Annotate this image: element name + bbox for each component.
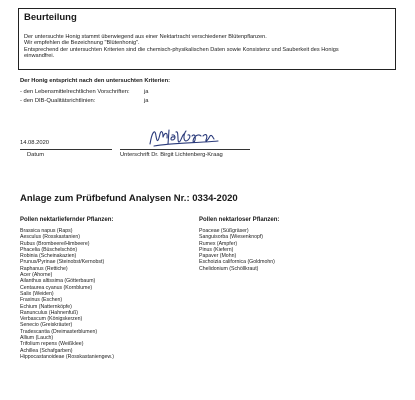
list-item: Sanguisorba (Wiesenknopf) <box>199 234 264 241</box>
list-item: Fraxinus (Eschen) <box>20 297 63 304</box>
criteria-value: ja <box>144 98 149 104</box>
criteria-value: ja <box>144 89 149 95</box>
criteria-label: - den DIB-Qualitätsrichtlinien: <box>20 98 96 104</box>
list-item: Pinus (Kiefern) <box>199 246 234 253</box>
assessment-box <box>18 8 396 70</box>
assessment-line: Der untersuchte Honig stammt überwiegend aus einer Nektartracht verschiedener Blütenpflanzen. <box>24 34 267 40</box>
date-line <box>20 149 112 150</box>
signature-date: 14.08.2020 <box>20 140 50 146</box>
criteria-label: - den Lebensmittelrechtlichen Vorschriften: <box>20 89 130 95</box>
list-item: Phacelia (Büschelschön) <box>20 246 78 253</box>
nectarless-plant-list <box>199 228 275 272</box>
list-item: Hippocastanoideae (Rosskastaniengew.) <box>20 353 115 360</box>
assessment-title: Beurteilung <box>24 12 77 23</box>
list-item: Raphanus (Rettiche) <box>20 265 68 272</box>
criteria-heading: Der Honig entspricht nach den untersuchten Kriterien: <box>20 78 171 84</box>
handwritten-signature <box>146 122 222 152</box>
list-item: Allium (Lauch) <box>20 335 54 342</box>
list-item: Rubus (Brombeere/Himbeere) <box>20 240 90 247</box>
list-item: Verbascum (Königskerzen) <box>20 316 83 323</box>
signer-label: Unterschrift Dr. Birgit Lichtenberg-Kraag <box>120 152 223 158</box>
list-item: Ranunculus (Hahnenfuß) <box>20 309 78 316</box>
list-item: Trifolium repens (Weißklee) <box>20 341 84 348</box>
list-item: Achillea (Schafgarben) <box>20 347 73 354</box>
nectarless-pollen-heading: Pollen nektarloser Pflanzen: <box>199 217 280 223</box>
list-item: Prunus/Pyrinae (Steinobst/Kernobst) <box>20 259 105 266</box>
annex-title: Anlage zum Prüfbefund Analysen Nr.: 0334-2020 <box>20 193 238 204</box>
list-item: Ailanthus altissima (Götterbaum) <box>20 278 96 285</box>
list-item: Chelidonium (Schöllkraut) <box>199 265 259 272</box>
assessment-line: Entsprechend der untersuchten Kriterien sind die chemisch-physikalischen Daten sowie Konsistenz und Sauberkeit des Honigs <box>24 46 339 53</box>
list-item: Tradescantia (Dreimasterblumen) <box>20 328 98 335</box>
assessment-text <box>24 34 390 60</box>
list-item: Robinia (Scheinakazien) <box>20 253 77 260</box>
assessment-line: Wir empfehlen die Bezeichnung "Blütenhonig". <box>24 40 140 47</box>
list-item: Salix (Weiden) <box>20 290 54 297</box>
list-item: Papaver (Mohn) <box>199 253 237 260</box>
list-item: Acer (Ahorne) <box>20 272 53 279</box>
list-item: Senecio (Greiskräuter) <box>20 322 73 329</box>
list-item: Echium (Natternköpfe) <box>20 303 72 310</box>
nectar-plant-list <box>20 228 114 360</box>
list-item: Aesculus (Rosskastanien) <box>20 234 80 241</box>
list-item: Rumex (Ampfer) <box>199 240 238 247</box>
date-label: Datum <box>27 152 45 158</box>
list-item: Centaurea cyanus (Kornblume) <box>20 284 93 291</box>
list-item: Poaceae (Süßgräser) <box>199 228 249 234</box>
list-item: Eschoizia californica (Goldmohn) <box>199 259 275 266</box>
assessment-line: einwandfrei. <box>24 53 55 60</box>
nectar-pollen-heading: Pollen nektarliefernder Pflanzen: <box>20 217 114 223</box>
list-item: Brassica napus (Raps) <box>20 228 73 234</box>
